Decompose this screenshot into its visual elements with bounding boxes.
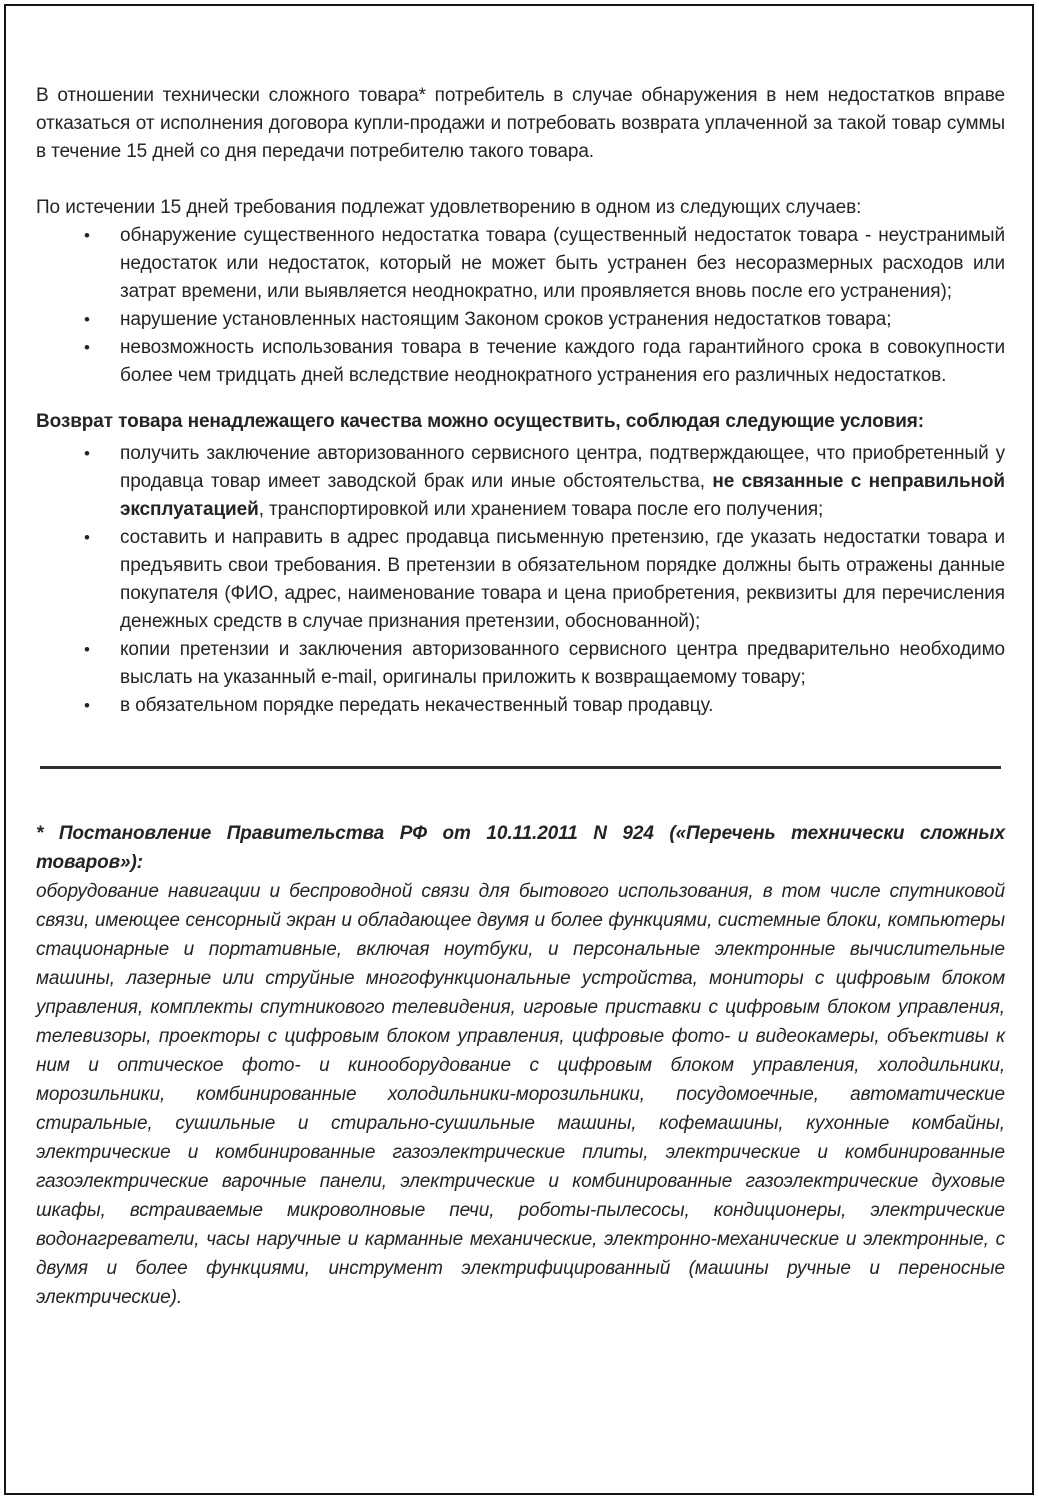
footnote-title: * Постановление Правительства РФ от 10.11.2011 N 924 («Перечень технически сложных товаров»):	[36, 823, 1005, 873]
list-item	[84, 334, 1005, 390]
list-item	[84, 222, 1005, 306]
footnote	[36, 819, 1005, 1312]
list-item-text: в обязательном порядке передать некачественный товар продавцу.	[120, 695, 714, 716]
bullet-icon: •	[84, 226, 90, 245]
bullet-icon: •	[84, 310, 90, 329]
intro-paragraph: В отношении технически сложного товара* потребитель в случае обнаружения в нем недостатков вправе отказаться от исполнения договора купли-продажи и потребовать возврата уплаченной за такой товар суммы в течение 15 дней со дня передачи потребителю такого товара.	[36, 85, 1005, 162]
list-item-text: обнаружение существенного недостатка товара (существенный недостаток товара - неустранимый недостаток или недостаток, который не может быть устранен без несоразмерных расходов или затрат времени, или выявляется неоднократно, или проявляется вновь после его устранения);	[120, 225, 1005, 302]
bullet-icon: •	[84, 528, 90, 547]
list-item	[84, 636, 1005, 692]
list-item-text: получить заключение авторизованного сервисного центра, подтверждающее, что приобретенный у продавца товар имеет заводской брак или иные обстоятельства,	[120, 443, 1005, 492]
bullet-icon: •	[84, 640, 90, 659]
list-item-text: невозможность использования товара в течение каждого года гарантийного срока в совокупности более чем тридцать дней вследствие неоднократного устранения его различных недостатков.	[120, 337, 1005, 386]
list-item-text: составить и направить в адрес продавца письменную претензию, где указать недостатки товара и предъявить свои требования. В претензии в обязательном порядке должны быть отражены данные покупателя (ФИО, адрес, наименование товара и цена приобретения, реквизиты для перечисления денежных средств в случае признания претензии, обоснованной);	[120, 527, 1005, 632]
list-item-text: , транспортировкой или хранением товара после его получения;	[258, 499, 824, 520]
return-conditions-list	[36, 440, 1005, 720]
bullet-icon: •	[84, 696, 90, 715]
list-item-text: нарушение установленных настоящим Законом сроков устранения недостатков товара;	[120, 309, 892, 330]
list-item	[84, 306, 1005, 334]
list-item	[84, 524, 1005, 636]
separator-line	[40, 766, 1001, 769]
after-15-days-heading: По истечении 15 дней требования подлежат удовлетворению в одном из следующих случаев:	[36, 197, 862, 218]
list-item	[84, 692, 1005, 720]
footnote-body: оборудование навигации и беспроводной связи для бытового использования, в том числе спутниковой связи, имеющее сенсорный экран и обладающее двумя и более функциями, системные блоки, компьютеры стационарные и портативные, включая ноутбуки, и персональные электронные вычислительные машины, лазерные или струйные многофункциональные устройства, мониторы с цифровым блоком управления, комплекты спутникового телевидения, игровые приставки с цифровым блоком управления, телевизоры, проекторы с цифровым блоком управления, цифровые фото- и видеокамеры, объективы к ним и оптическое фото- и кинооборудование с цифровым блоком управления, холодильники, морозильники, комбинированные холодильники-морозильники, посудомоечные, автоматические стиральные, сушильные и стирально-сушильные машины, кофемашины, кухонные комбайны, электрические и комбинированные газоэлектрические плиты, электрические и комбинированные газоэлектрические варочные панели, электрические и комбинированные газоэлектрические духовые шкафы, встраиваемые микроволновые печи, роботы-пылесосы, кондиционеры, электрические водонагреватели, часы наручные и карманные механические, электронно-механические и электронные, с двумя и более функциями, инструмент электрифицированный (машины ручные и переносные электрические).	[36, 881, 1005, 1308]
defect-cases-list	[36, 222, 1005, 390]
list-item-bold-text: не связанные с неправильной эксплуатацией	[120, 471, 1005, 520]
list-item-text: копии претензии и заключения авторизованного сервисного центра предварительно необходимо выслать на указанный e-mail, оригиналы приложить к возвращаемому товару;	[120, 639, 1005, 688]
list-item	[84, 440, 1005, 524]
bullet-icon: •	[84, 338, 90, 357]
page-content	[36, 82, 1005, 1312]
bullet-icon: •	[84, 444, 90, 463]
return-conditions-heading: Возврат товара ненадлежащего качества можно осуществить, соблюдая следующие условия:	[36, 411, 924, 432]
